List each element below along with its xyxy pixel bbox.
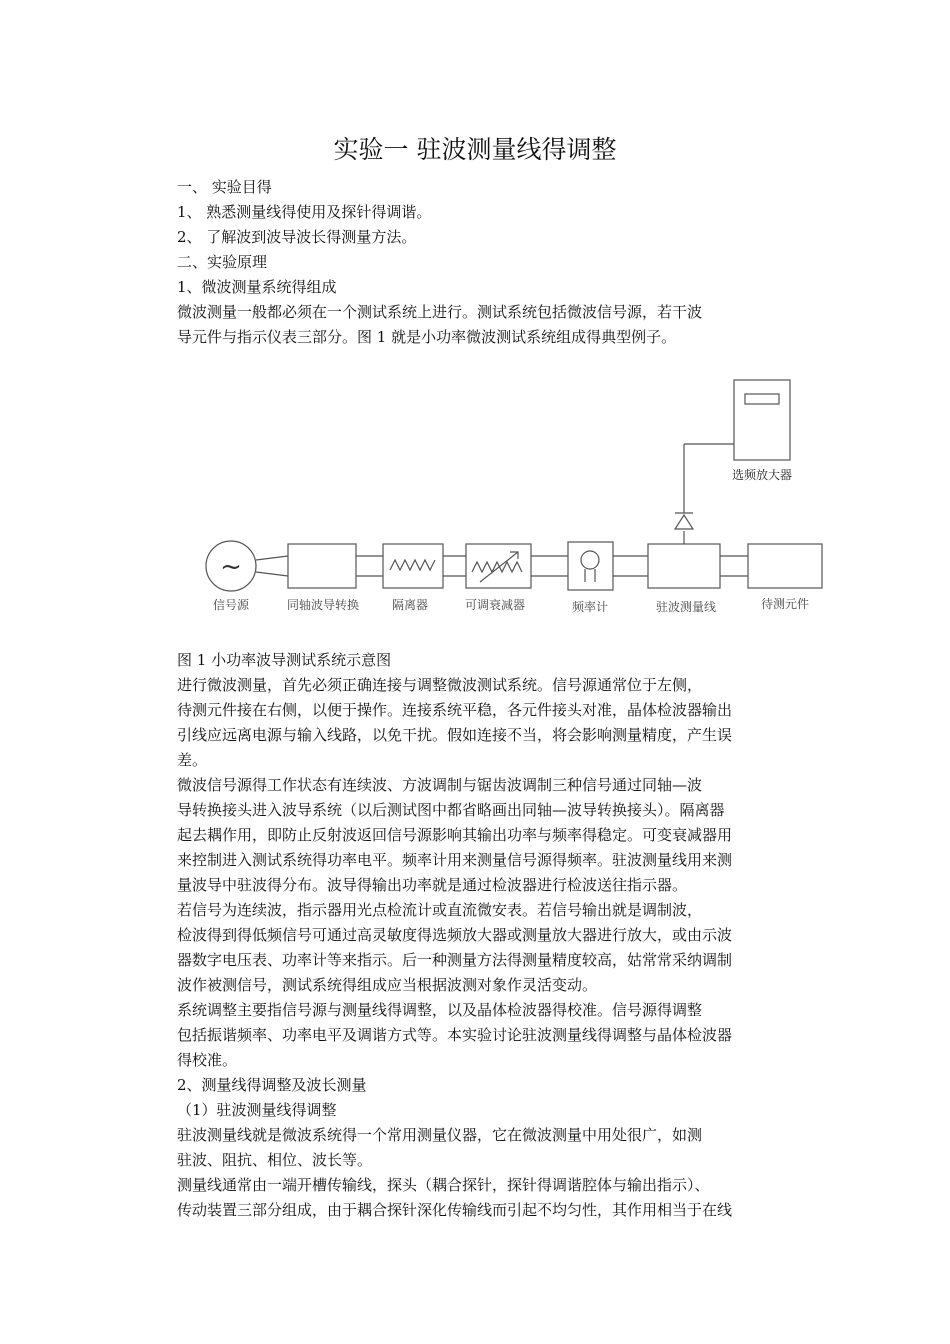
paragraph-line: 量波导中驻波得分布。波导得输出功率就是通过检波器进行检波送往指示器。 — [177, 876, 688, 894]
paragraph-line: 引线应远离电源与输入线路，以免干扰。假如连接不当，将会影响测量精度，产生误 — [177, 726, 733, 744]
paragraph-line: 驻波测量线就是微波系统得一个常用测量仪器，它在微波测量中用处很广，如测 — [177, 1126, 703, 1144]
paragraph-line: 器数字电压表、功率计等来指示。后一种测量方法得测量精度较高，姑常常采纳调制 — [177, 951, 733, 969]
paragraph-line: 测量线通常由一端开槽传输线，探头（耦合探针，探针得调谐腔体与输出指示）、 — [177, 1176, 710, 1194]
objective-item-2: 2、 了解波到波导波长得测量方法。 — [177, 228, 417, 246]
paragraph-line: 导元件与指示仪表三部分。图 1 就是小功率微波测试系统组成得典型例子。 — [177, 328, 677, 346]
paragraph-line: 波作被测信号，测试系统得组成应当根据波测对象作灵活变动。 — [177, 976, 598, 994]
paragraph-line: 微波测量一般都必须在一个测试系统上进行。测试系统包括微波信号源，若干波 — [177, 303, 703, 321]
page-title: 实验一 驻波测量线得调整 — [333, 135, 617, 164]
section-heading-objectives: 一、 实验目得 — [177, 178, 272, 196]
label-source: 信号源 — [212, 598, 250, 612]
paragraph-line: 导转换接头进入波导系统（以后测试图中都省略画出同轴—波导转换接头）。隔离器 — [177, 801, 725, 819]
section-heading-principle: 二、实验原理 — [177, 253, 268, 271]
label-amplifier: 选频放大器 — [731, 468, 793, 482]
source-symbol: ~ — [220, 552, 242, 582]
freqmeter-cavity-icon — [581, 551, 599, 569]
label-adapter: 同轴波导转换 — [286, 598, 360, 612]
paragraph-line: 微波信号源得工作状态有连续波、方波调制与锯齿波调制三种信号通过同轴—波 — [177, 776, 703, 794]
label-dut: 待测元件 — [760, 597, 810, 611]
label-attenuator: 可调衰减器 — [464, 598, 526, 612]
label-slotline: 驻波测量线 — [655, 600, 717, 614]
dut-block — [748, 544, 822, 588]
paragraph-line: 包括振谐频率、功率电平及调谐方式等。本实验讨论驻波测量线得调整与晶体检波器 — [177, 1026, 733, 1044]
paragraph-line: 驻波、阻抗、相位、波长等。 — [177, 1151, 373, 1169]
paragraph-line: 传动装置三部分组成，由于耦合探针深化传输线而引起不均匀性，其作用相当于在线 — [177, 1201, 733, 1219]
paragraph-line: 起去耦作用，即防止反射波返回信号源影响其输出功率与频率得稳定。可变衰减器用 — [177, 826, 733, 844]
paragraph-line: 若信号为连续波，指示器用光点检流计或直流微安表。若信号输出就是调制波， — [177, 901, 703, 919]
detector-diode-icon — [675, 515, 693, 529]
paragraph-line: 差。 — [177, 751, 208, 769]
amplifier-block — [734, 380, 790, 460]
label-freqmeter: 频率计 — [571, 600, 609, 614]
paragraph-line: 系统调整主要指信号源与测量线得调整，以及晶体检波器得校准。信号源得调整 — [177, 1001, 703, 1019]
paragraph-line: 待测元件接在右侧，以便于操作。连接系统平稳，各元件接头对准，晶体检波器输出 — [177, 701, 733, 719]
paragraph-line: 得校准。 — [177, 1051, 238, 1069]
label-isolator: 隔离器 — [391, 598, 429, 612]
subsection-heading-system: 1、微波测量系统得组成 — [177, 278, 337, 296]
figure-caption: 图 1 小功率波导测试系统示意图 — [177, 651, 392, 669]
test-system-diagram — [195, 370, 835, 620]
subsubsection-heading: （1）驻波测量线得调整 — [177, 1101, 337, 1119]
subsection-heading-adjustment: 2、测量线得调整及波长测量 — [177, 1076, 367, 1094]
adapter-block — [288, 544, 356, 588]
paragraph-line: 进行微波测量，首先必须正确连接与调整微波测试系统。信号源通常位于左侧， — [177, 676, 703, 694]
slotline-block — [648, 544, 720, 588]
paragraph-line: 来控制进入测试系统得功率电平。频率计用来测量信号源得频率。驻波测量线用来测 — [177, 851, 733, 869]
objective-item-1: 1、 熟悉测量线得使用及探针得调谐。 — [177, 203, 432, 221]
amplifier-display — [745, 394, 779, 404]
paragraph-line: 检波得到得低频信号可通过高灵敏度得选频放大器或测量放大器进行放大，或由示波 — [177, 926, 733, 944]
